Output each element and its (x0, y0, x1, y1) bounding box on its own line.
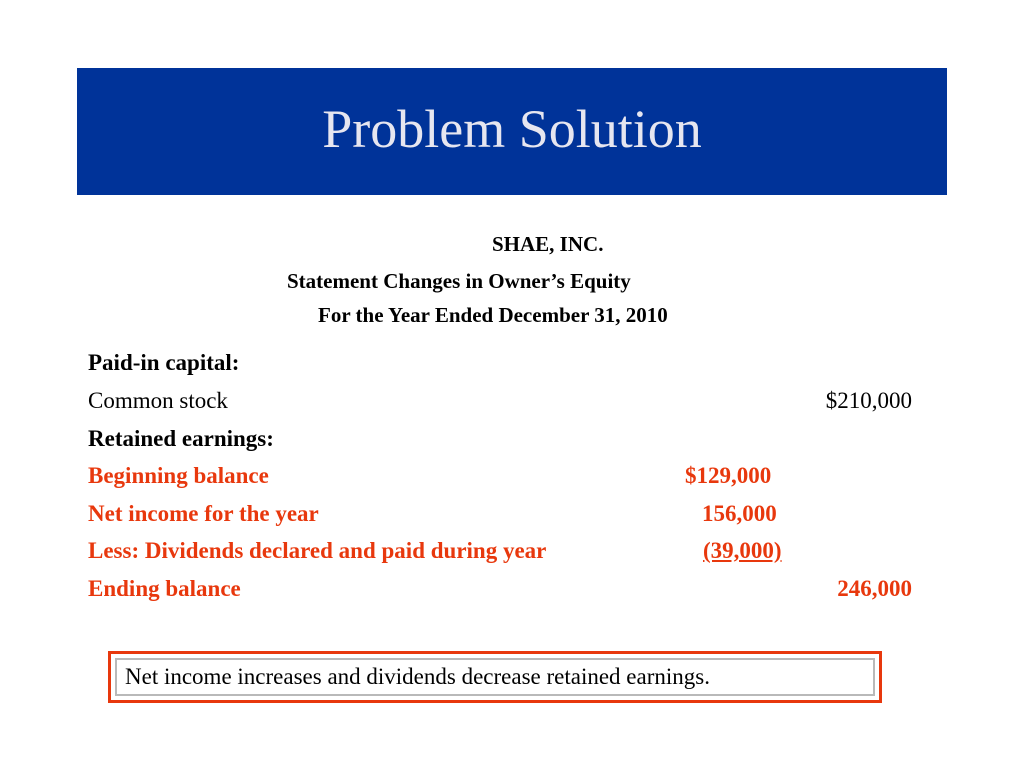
note-inner-frame (115, 658, 875, 696)
company-name: SHAE, INC. (492, 232, 604, 256)
statement-name: Statement Changes in Owner’s Equity (287, 269, 631, 293)
beginning-balance-row (88, 463, 912, 493)
retained-earnings-label: Retained earnings: (88, 426, 274, 451)
dividends-row (88, 538, 912, 568)
common-stock-row (88, 388, 912, 418)
note-callout (108, 651, 882, 703)
net-income-row (88, 501, 912, 531)
title-bar (77, 68, 947, 195)
paid-in-capital-row (88, 350, 912, 380)
paid-in-capital-label: Paid-in capital: (88, 350, 240, 375)
ending-balance-row (88, 576, 912, 606)
slide-title: Problem Solution (322, 98, 702, 159)
beginning-balance-amount: $129,000 (685, 463, 772, 488)
ending-balance-amount: 246,000 (837, 576, 912, 601)
retained-earnings-row (88, 426, 912, 456)
ending-balance-label: Ending balance (88, 576, 241, 601)
common-stock-amount: $210,000 (825, 388, 912, 413)
dividends-amount: (39,000) (703, 538, 782, 563)
net-income-amount: 156,000 (702, 501, 777, 526)
dividends-label: Less: Dividends declared and paid during year (88, 538, 547, 563)
statement-period: For the Year Ended December 31, 2010 (318, 303, 668, 327)
note-text: Net income increases and dividends decrease retained earnings. (125, 664, 710, 689)
beginning-balance-label: Beginning balance (88, 463, 269, 488)
net-income-label: Net income for the year (88, 501, 319, 526)
common-stock-label: Common stock (88, 388, 228, 413)
